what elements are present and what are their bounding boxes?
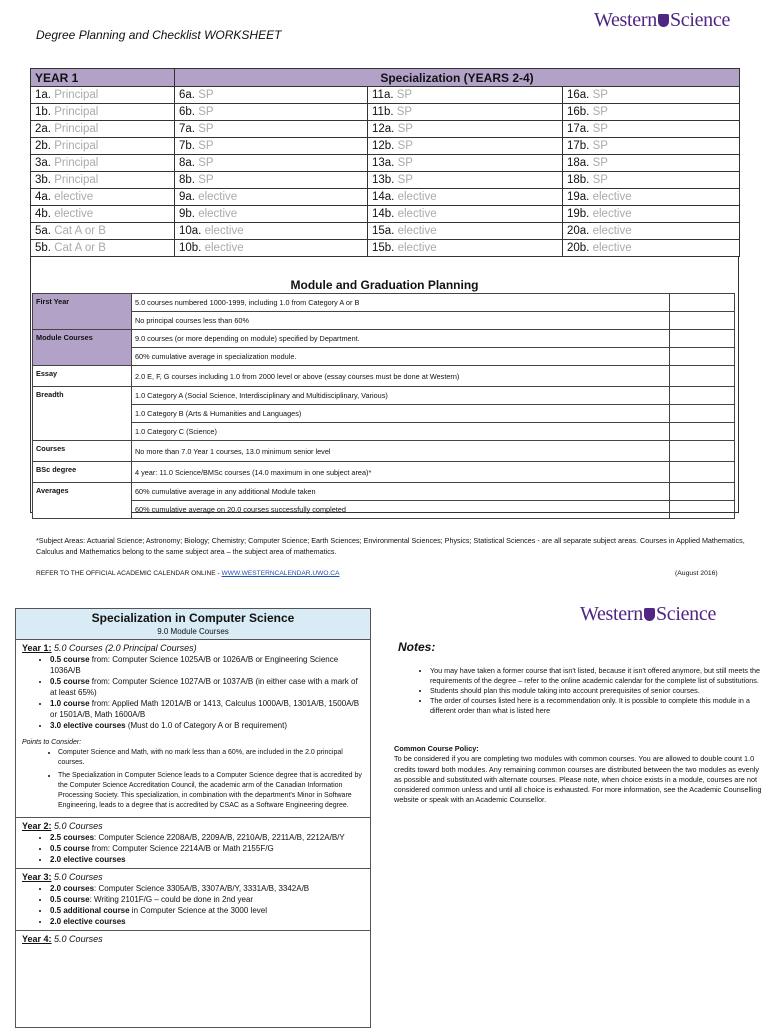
slot-number: 6a.: [179, 89, 195, 101]
slot-hint: elective: [54, 191, 94, 203]
slot-hint: SP: [592, 174, 608, 186]
plan-row: [31, 172, 740, 189]
slot-number: 13a.: [372, 157, 395, 169]
course-slot[interactable]: [31, 189, 175, 206]
year3-section: [16, 869, 370, 931]
course-detail: from: Computer Science 2214A/B or Math 2155F/G: [89, 844, 274, 853]
course-detail: in Computer Science at the 3000 level: [129, 906, 267, 915]
course-slot[interactable]: [368, 189, 563, 206]
slot-hint: SP: [198, 123, 214, 135]
module-requirement: 9.0 courses (or more depending on module) specified by Department.: [132, 330, 670, 348]
course-slot[interactable]: [563, 155, 740, 172]
module-check-cell[interactable]: [670, 366, 735, 387]
slot-number: 11a.: [372, 89, 394, 101]
course-slot[interactable]: [175, 206, 368, 223]
notes-section: [398, 666, 760, 716]
course-slot[interactable]: [175, 121, 368, 138]
course-count: 2.0 courses: [50, 884, 95, 893]
course-item: [50, 720, 364, 731]
course-slot[interactable]: [368, 240, 563, 257]
common-course-policy: [394, 744, 762, 806]
course-item: [50, 832, 364, 843]
course-slot[interactable]: [368, 223, 563, 240]
course-count: 2.0 elective courses: [50, 917, 126, 926]
logo-word-science: Science: [669, 9, 731, 31]
slot-hint: elective: [198, 191, 238, 203]
slot-number: 5a.: [35, 225, 51, 237]
plan-row: [31, 121, 740, 138]
slot-number: 5b.: [35, 242, 51, 254]
year1-courses: 5.0 Courses (2.0 Principal Courses): [54, 643, 197, 653]
module-requirement: No more than 7.0 Year 1 courses, 13.0 minimum senior level: [132, 441, 670, 462]
year4-section: [16, 931, 370, 948]
course-slot[interactable]: [368, 104, 563, 121]
slot-number: 9b.: [179, 208, 195, 220]
slot-number: 7a.: [179, 123, 195, 135]
course-slot[interactable]: [563, 189, 740, 206]
calendar-reference-text: REFER TO THE OFFICIAL ACADEMIC CALENDAR ONLINE -: [36, 570, 222, 577]
course-item: [50, 854, 364, 865]
module-check-cell[interactable]: [670, 462, 735, 483]
slot-hint: SP: [396, 106, 413, 118]
module-row: [33, 348, 735, 366]
module-check-cell[interactable]: [670, 294, 735, 312]
slot-number: 12b.: [372, 140, 395, 152]
year3-label: Year 3:: [22, 872, 52, 882]
slot-number: 8b.: [179, 174, 195, 186]
module-requirements-table: [32, 293, 735, 519]
shield-icon: [644, 608, 655, 621]
module-check-cell[interactable]: [670, 312, 735, 330]
year1-section: [16, 640, 370, 818]
slot-number: 6b.: [179, 106, 195, 118]
slot-number: 12a.: [372, 123, 395, 135]
slot-hint: elective: [204, 242, 244, 254]
course-slot[interactable]: [368, 172, 563, 189]
slot-number: 3b.: [35, 174, 51, 186]
ccp-text: To be considered if you are completing two modules with common courses. You are allowed to double count 1.0 credits toward both modules. Any remaining common courses are distributed between the two modules as evenly as possible and substituted with alternate courses. Please note, when choice exists in a module, courses are not considered common unless and until all choice is exhausted. For more information, see the Academic Counselling website or speak with an Academic Counsellor.: [394, 754, 762, 805]
module-row-label: Module Courses: [33, 330, 132, 366]
note-item: • The order of courses listed here is a recommendation only. It is possible to complete this module in a different order than what is listed here: [430, 696, 760, 716]
course-slot[interactable]: [175, 155, 368, 172]
specialization-subtitle: 9.0 Module Courses: [157, 627, 229, 636]
course-count: 1.0 course: [50, 699, 90, 708]
slot-hint: elective: [397, 208, 437, 220]
note-item: • You may have taken a former course that isn't listed, because it isn't offered anymore, but still meets the requirements of the degree – refer to the online academic calendar for the complete list of substitutions.: [430, 666, 760, 686]
course-slot[interactable]: [31, 240, 175, 257]
module-row-label: BSc degree: [33, 462, 132, 483]
slot-hint: elective: [592, 225, 632, 237]
ccp-title: Common Course Policy:: [394, 744, 479, 753]
module-check-cell[interactable]: [670, 387, 735, 405]
note-item: • Students should plan this module taking into account prerequisites of senior courses.: [430, 686, 760, 696]
year4-courses: 5.0 Courses: [54, 934, 103, 944]
slot-hint: SP: [592, 106, 608, 118]
module-requirement: 5.0 courses numbered 1000-1999, including 1.0 from Category A or B: [132, 294, 670, 312]
slot-number: 14a.: [372, 191, 395, 203]
course-slot[interactable]: [175, 138, 368, 155]
slot-number: 2b.: [35, 140, 51, 152]
course-slot[interactable]: [368, 121, 563, 138]
slot-hint: elective: [592, 242, 632, 254]
year3-list: [22, 883, 364, 927]
module-check-cell[interactable]: [670, 348, 735, 366]
slot-number: 17b.: [567, 140, 590, 152]
slot-number: 20b.: [567, 242, 590, 254]
slot-hint: SP: [198, 140, 214, 152]
course-item: [50, 883, 364, 894]
subject-areas-footnote: *Subject Areas: Actuarial Science; Astronomy; Biology; Chemistry; Computer Science; Earth Sciences; Environmental Sciences; Physics; Statistical Sciences - are all separate subject areas. Courses in Applied Mathematics, Calculus and Mathematics belong to the same subject area – the subject area of mathematics.: [36, 536, 745, 556]
module-requirement: 1.0 Category A (Social Science, Interdisciplinary and Multidisciplinary, Various): [132, 387, 670, 405]
slot-hint: SP: [592, 123, 608, 135]
course-slot[interactable]: [31, 223, 175, 240]
slot-number: 18b.: [567, 174, 590, 186]
points-to-consider-title: Points to Consider:: [22, 739, 82, 746]
plan-row: [31, 104, 740, 121]
notes-list: [398, 666, 760, 716]
slot-hint: SP: [592, 89, 608, 101]
course-slot[interactable]: [175, 172, 368, 189]
module-row-label: Essay: [33, 366, 132, 387]
course-planning-grid: [30, 68, 740, 257]
course-count: 0.5 course: [50, 844, 90, 853]
course-detail: from: Computer Science 1025A/B or 1026A/B or Engineering Science 1036A/B: [50, 655, 339, 675]
slot-hint: Principal: [54, 157, 99, 169]
slot-hint: elective: [592, 191, 632, 203]
module-row-label: Averages: [33, 483, 132, 519]
year3-courses: 5.0 Courses: [54, 872, 103, 882]
western-science-logo-2: [580, 603, 716, 626]
module-requirement: 2.0 E, F, G courses including 1.0 from 2000 level or above (essay courses must be done at Western): [132, 366, 670, 387]
plan-row: [31, 155, 740, 172]
module-row-label: First Year: [33, 294, 132, 330]
module-check-cell[interactable]: [670, 441, 735, 462]
course-slot[interactable]: [175, 87, 368, 104]
course-slot[interactable]: [175, 223, 368, 240]
module-requirement: 1.0 Category C (Science): [132, 423, 670, 441]
logo-word-science: Science: [655, 603, 717, 625]
slot-hint: SP: [397, 157, 413, 169]
year2-label: Year 2:: [22, 821, 52, 831]
slot-number: 19a.: [567, 191, 590, 203]
course-detail: : Writing 2101F/G – could be done in 2nd year: [89, 895, 254, 904]
slot-number: 4a.: [35, 191, 51, 203]
slot-number: 1b.: [35, 106, 51, 118]
module-check-cell[interactable]: [670, 483, 735, 501]
slot-number: 14b.: [372, 208, 395, 220]
slot-number: 3a.: [35, 157, 51, 169]
course-slot[interactable]: [368, 87, 563, 104]
slot-number: 4b.: [35, 208, 51, 220]
module-row-label: Breadth: [33, 387, 132, 441]
slot-hint: Cat A or B: [54, 225, 106, 237]
course-slot[interactable]: [31, 121, 175, 138]
slot-hint: elective: [592, 208, 632, 220]
slot-hint: SP: [198, 89, 214, 101]
specialization-header-band: [16, 609, 370, 640]
course-slot[interactable]: [175, 104, 368, 121]
course-item: [50, 894, 364, 905]
module-planning-title: Module and Graduation Planning: [290, 278, 479, 292]
slot-number: 15a.: [372, 225, 395, 237]
plan-row: [31, 240, 740, 257]
module-row: [33, 441, 735, 462]
course-item: [50, 654, 364, 676]
plan-row: [31, 223, 740, 240]
module-row: [33, 501, 735, 519]
module-check-cell[interactable]: [670, 501, 735, 519]
slot-hint: Principal: [54, 89, 99, 101]
consideration-item: • The Specialization in Computer Science leads to a Computer Science degree that is accredited by the Computer Science Accreditation Council, the academic arm of the Canadian Information Processing Society. This specialization, in combination with the department's Minor in Software Engineering, leads to a degree that is accredited by CSAC as a Software Engineering degree.: [58, 771, 364, 811]
slot-hint: Cat A or B: [54, 242, 106, 254]
slot-number: 9a.: [179, 191, 195, 203]
module-row: [33, 387, 735, 405]
slot-hint: SP: [592, 140, 608, 152]
course-item: [50, 698, 364, 720]
course-slot[interactable]: [563, 104, 740, 121]
slot-hint: elective: [397, 225, 437, 237]
module-requirement: 60% cumulative average in any additional Module taken: [132, 483, 670, 501]
slot-number: 18a.: [567, 157, 590, 169]
module-row: [33, 294, 735, 312]
course-item: [50, 676, 364, 698]
slot-hint: elective: [397, 191, 437, 203]
specialization-header: Specialization (YEARS 2-4): [175, 69, 740, 87]
shield-icon: [658, 14, 669, 27]
slot-number: 2a.: [35, 123, 51, 135]
course-count: 0.5 additional course: [50, 906, 130, 915]
module-requirement: 1.0 Category B (Arts & Humanities and Languages): [132, 405, 670, 423]
year1-label: Year 1:: [22, 643, 52, 653]
course-slot[interactable]: [563, 240, 740, 257]
calendar-link[interactable]: WWW.WESTERNCALENDAR.UWO.CA: [221, 570, 340, 577]
course-slot[interactable]: [368, 155, 563, 172]
course-detail: from: Applied Math 1201A/B or 1413, Calculus 1000A/B, 1301A/B, 1500A/B or 1501A/B, Math 1600A/B: [50, 699, 360, 719]
slot-hint: Principal: [54, 106, 99, 118]
course-slot[interactable]: [368, 206, 563, 223]
course-count: 3.0 elective courses: [50, 721, 126, 730]
module-requirement: No principal courses less than 60%: [132, 312, 670, 330]
module-row-label: Courses: [33, 441, 132, 462]
western-science-logo: [594, 9, 730, 32]
slot-hint: Principal: [54, 174, 99, 186]
course-slot[interactable]: [563, 223, 740, 240]
slot-hint: SP: [397, 140, 413, 152]
course-count: 2.5 courses: [50, 833, 95, 842]
course-count: 0.5 course: [50, 677, 90, 686]
slot-hint: SP: [592, 157, 608, 169]
course-slot[interactable]: [31, 172, 175, 189]
worksheet-title: Degree Planning and Checklist WORKSHEET: [36, 28, 282, 42]
slot-number: 15b.: [372, 242, 395, 254]
slot-hint: elective: [198, 208, 238, 220]
module-row: [33, 405, 735, 423]
slot-number: 20a.: [567, 225, 590, 237]
module-check-cell[interactable]: [670, 330, 735, 348]
module-requirement: 60% cumulative average on 20.0 courses successfully completed: [132, 501, 670, 519]
points-to-consider-list: [22, 748, 364, 811]
revision-date: (August 2016): [675, 570, 718, 577]
calendar-reference: [36, 570, 339, 577]
slot-hint: SP: [198, 157, 214, 169]
course-detail: from: Computer Science 1027A/B or 1037A/B (in either case with a mark of at least 65%): [50, 677, 358, 697]
slot-number: 19b.: [567, 208, 590, 220]
slot-hint: SP: [397, 174, 413, 186]
course-slot[interactable]: [563, 138, 740, 155]
course-slot[interactable]: [31, 87, 175, 104]
logo-word-western: Western: [580, 603, 643, 625]
course-slot[interactable]: [31, 138, 175, 155]
course-detail: (Must do 1.0 of Category A or B requirement): [125, 721, 288, 730]
course-count: 0.5 course: [50, 655, 90, 664]
course-slot[interactable]: [563, 172, 740, 189]
course-slot[interactable]: [175, 189, 368, 206]
slot-hint: SP: [397, 123, 413, 135]
year1-list: [22, 654, 364, 731]
module-row: [33, 312, 735, 330]
module-check-cell[interactable]: [670, 405, 735, 423]
course-count: 2.0 elective courses: [50, 855, 126, 864]
module-requirement: 4 year: 11.0 Science/BMSc courses (14.0 maximum in one subject area)*: [132, 462, 670, 483]
notes-title: Notes:: [398, 640, 436, 654]
consideration-item: • Computer Science and Math, with no mark less than a 60%, are included in the 2.0 principal courses.: [58, 748, 364, 768]
slot-number: 16b.: [567, 106, 590, 118]
module-row: [33, 483, 735, 501]
slot-hint: elective: [54, 208, 94, 220]
course-slot[interactable]: [368, 138, 563, 155]
specialization-title: Specialization in Computer Science: [91, 611, 295, 625]
year2-courses: 5.0 Courses: [54, 821, 103, 831]
course-item: [50, 905, 364, 916]
plan-row: [31, 138, 740, 155]
course-slot[interactable]: [31, 206, 175, 223]
course-item: [50, 843, 364, 854]
course-slot[interactable]: [563, 121, 740, 138]
slot-hint: elective: [204, 225, 244, 237]
course-slot[interactable]: [175, 240, 368, 257]
plan-row: [31, 87, 740, 104]
course-slot[interactable]: [31, 104, 175, 121]
slot-number: 10a.: [179, 225, 202, 237]
course-count: 0.5 course: [50, 895, 90, 904]
module-requirement: 60% cumulative average in specialization module.: [132, 348, 670, 366]
slot-number: 8a.: [179, 157, 195, 169]
specialization-box: [15, 608, 371, 1028]
plan-row: [31, 189, 740, 206]
slot-hint: SP: [198, 174, 214, 186]
module-row: [33, 423, 735, 441]
slot-number: 10b.: [179, 242, 202, 254]
year2-section: [16, 818, 370, 869]
logo-word-western: Western: [594, 9, 657, 31]
slot-number: 7b.: [179, 140, 195, 152]
course-slot[interactable]: [563, 206, 740, 223]
course-detail: : Computer Science 3305A/B, 3307A/B/Y, 3331A/B, 3342A/B: [94, 884, 310, 893]
year1-header: YEAR 1: [31, 69, 175, 87]
year2-list: [22, 832, 364, 865]
module-check-cell[interactable]: [670, 423, 735, 441]
year4-label: Year 4:: [22, 934, 52, 944]
slot-number: 13b.: [372, 174, 395, 186]
slot-hint: SP: [396, 89, 413, 101]
slot-hint: elective: [397, 242, 437, 254]
course-slot[interactable]: [563, 87, 740, 104]
slot-hint: Principal: [54, 123, 99, 135]
slot-number: 16a.: [567, 89, 590, 101]
course-item: [50, 916, 364, 927]
plan-row: [31, 206, 740, 223]
slot-number: 17a.: [567, 123, 590, 135]
slot-number: 11b.: [372, 106, 394, 118]
course-detail: : Computer Science 2208A/B, 2209A/B, 2210A/B, 2211A/B, 2212A/B/Y: [94, 833, 345, 842]
slot-hint: Principal: [54, 140, 99, 152]
module-row: [33, 366, 735, 387]
slot-hint: SP: [198, 106, 214, 118]
module-row: [33, 330, 735, 348]
module-row: [33, 462, 735, 483]
course-slot[interactable]: [31, 155, 175, 172]
slot-number: 1a.: [35, 89, 51, 101]
